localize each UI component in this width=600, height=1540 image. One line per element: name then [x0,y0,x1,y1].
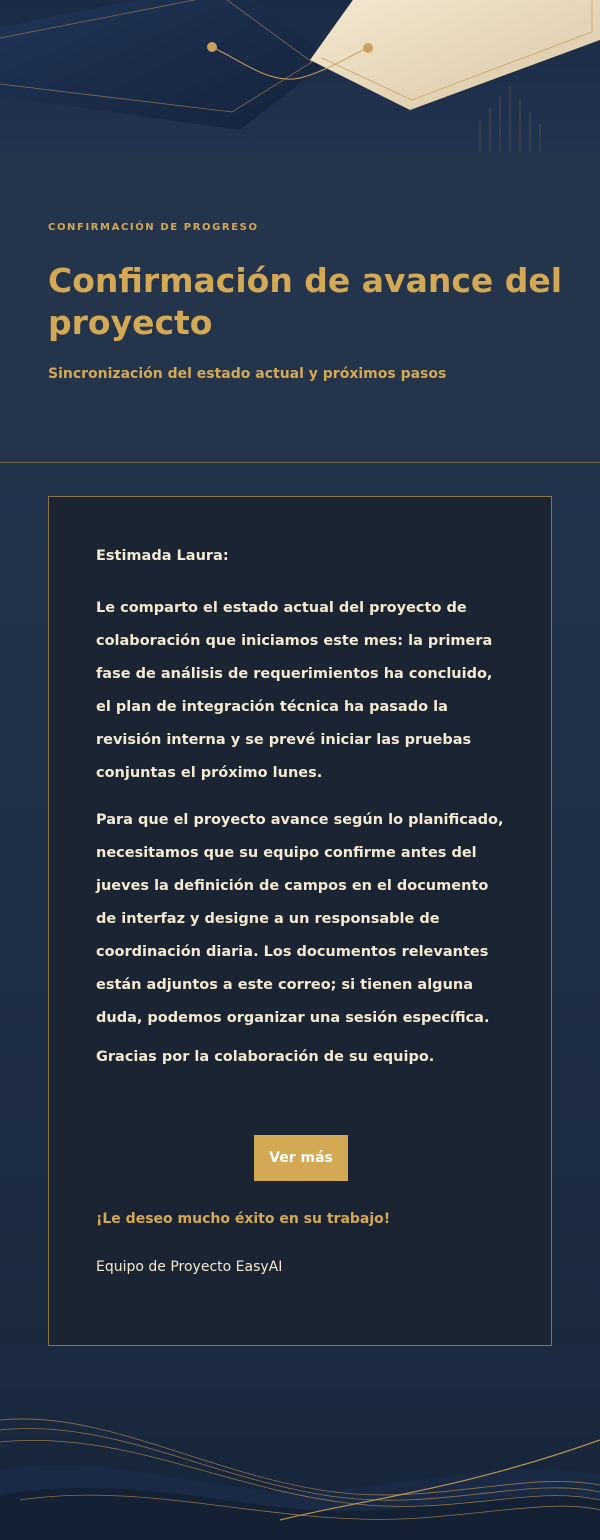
footer-wave-illustration [0,1350,600,1540]
paragraph-request: Para que el proyecto avance según lo planificado, necesitamos que su equipo confirme antes del jueves la definición de campos en el documento de interfaz y designe a un responsable de coordinación diaria. Los documentos relevantes están adjuntos a este correo; si tienen alguna duda, podemos organizar una sesión específica. [96,812,504,1026]
closing-wish: ¡Le deseo mucho éxito en su trabajo! [96,1211,391,1227]
signature: Equipo de Proyecto EasyAI [96,1259,283,1275]
message-body [96,544,508,1069]
page-subtitle: Sincronización del estado actual y próximos pasos [48,366,447,382]
paragraph-status: Le comparto el estado actual del proyecto de colaboración que iniciamos este mes: la primera fase de análisis de requerimientos ha concluido, el plan de integración técnica ha pasado la revisión interna y se prevé iniciar las pruebas conjuntas el próximo lunes. [96,600,493,781]
greeting: Estimada Laura: [96,548,229,564]
eyebrow-label: CONFIRMACIÓN DE PROGRESO [48,222,259,233]
thanks-line: Gracias por la colaboración de su equipo. [96,1049,435,1065]
ver-mas-button[interactable]: Ver más [254,1135,348,1181]
hero-illustration [0,0,600,152]
page-title: Confirmación de avance del proyecto [48,261,563,342]
message-card [48,496,552,1346]
